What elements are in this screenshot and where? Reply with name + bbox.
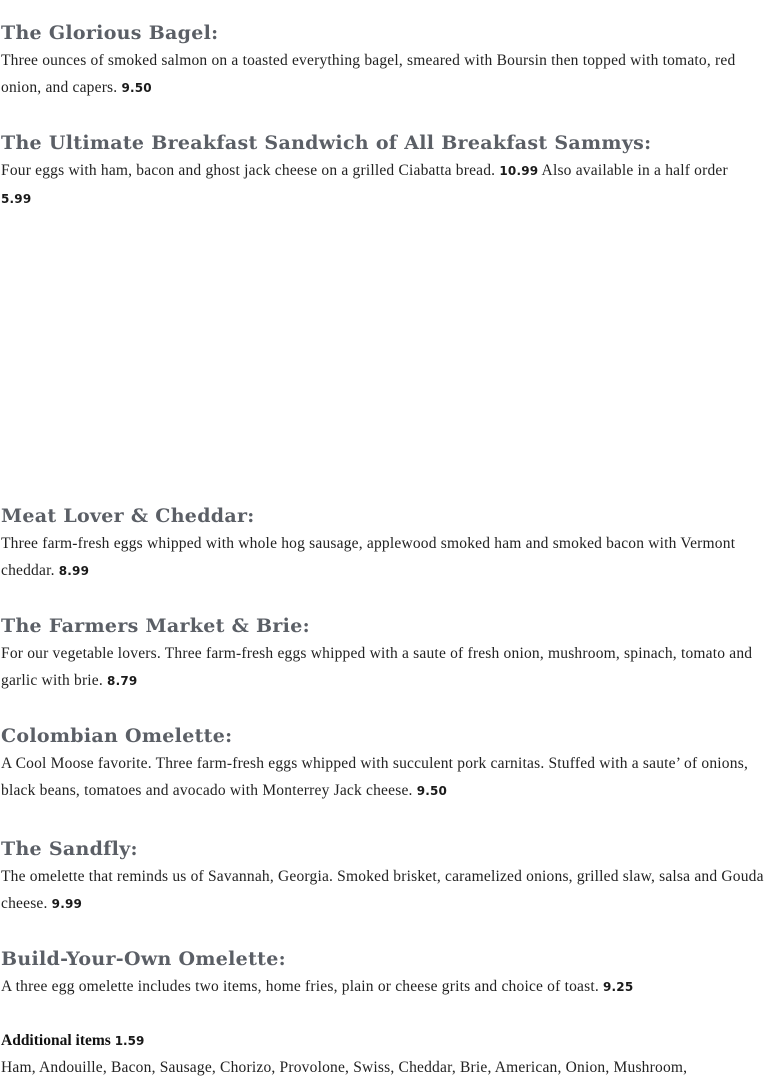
description-text: A three egg omelette includes two items, home fries, plain or cheese grits and choice of toast. <box>1 978 599 995</box>
description-text: For our vegetable lovers. Three farm-fresh eggs whipped with a saute of fresh onion, mushroom, spinach, tomato and garlic with brie. <box>1 645 753 689</box>
item-description-meat-lover-cheddar <box>1 530 751 585</box>
item-description-colombian-omelette <box>1 750 767 805</box>
item-title-meat-lover-cheddar: Meat Lover & Cheddar: <box>1 505 255 527</box>
item-title-colombian-omelette: Colombian Omelette: <box>1 725 233 747</box>
item-description-sandfly <box>1 863 767 918</box>
price: 9.50 <box>121 81 152 95</box>
item-description-glorious-bagel <box>1 47 741 102</box>
additional-items-heading <box>1 1031 144 1051</box>
item-description-farmers-market-brie <box>1 640 756 695</box>
item-description-ultimate-breakfast-sandwich <box>1 157 756 213</box>
description-text: Three ounces of smoked salmon on a toasted everything bagel, smeared with Boursin then topped with tomato, red onion, and capers. <box>1 52 736 96</box>
price: 9.25 <box>603 980 634 994</box>
price: 8.79 <box>107 674 138 688</box>
description-text: A Cool Moose favorite. Three farm-fresh eggs whipped with succulent pork carnitas. Stuffed with a saute’ of onions, black beans, tomatoes and avocado with Monterrey Jack cheese. <box>1 755 749 799</box>
price: 9.50 <box>416 784 448 798</box>
description-text: Four eggs with ham, bacon and ghost jack cheese on a grilled Ciabatta bread. <box>1 162 496 179</box>
item-description-build-your-own-omelette <box>1 973 767 1001</box>
item-title-ultimate-breakfast-sandwich: The Ultimate Breakfast Sandwich of All Breakfast Sammys: <box>1 132 652 154</box>
half-order-text: Also available in a half order <box>541 162 728 179</box>
additional-items-price: 1.59 <box>114 1034 145 1048</box>
description-text: The omelette that reminds us of Savannah, Georgia. Smoked brisket, caramelized onions, grilled slaw, salsa and Gouda cheese. <box>1 868 764 912</box>
item-title-sandfly: The Sandfly: <box>1 838 138 860</box>
additional-items-label: Additional items <box>1 1032 111 1049</box>
item-title-farmers-market-brie: The Farmers Market & Brie: <box>1 615 310 637</box>
half-order-price: 5.99 <box>1 192 32 206</box>
additional-items-list: Ham, Andouille, Bacon, Sausage, Chorizo, Provolone, Swiss, Cheddar, Brie, American, Onion, Mushroom, <box>1 1059 688 1076</box>
description-text: Three farm-fresh eggs whipped with whole hog sausage, applewood smoked ham and smoked bacon with Vermont cheddar. <box>1 535 736 579</box>
item-title-build-your-own-omelette: Build-Your-Own Omelette: <box>1 948 286 970</box>
price: 8.99 <box>58 564 90 578</box>
price: 9.99 <box>51 897 83 911</box>
price: 10.99 <box>499 164 539 178</box>
item-title-glorious-bagel: The Glorious Bagel: <box>1 22 219 44</box>
